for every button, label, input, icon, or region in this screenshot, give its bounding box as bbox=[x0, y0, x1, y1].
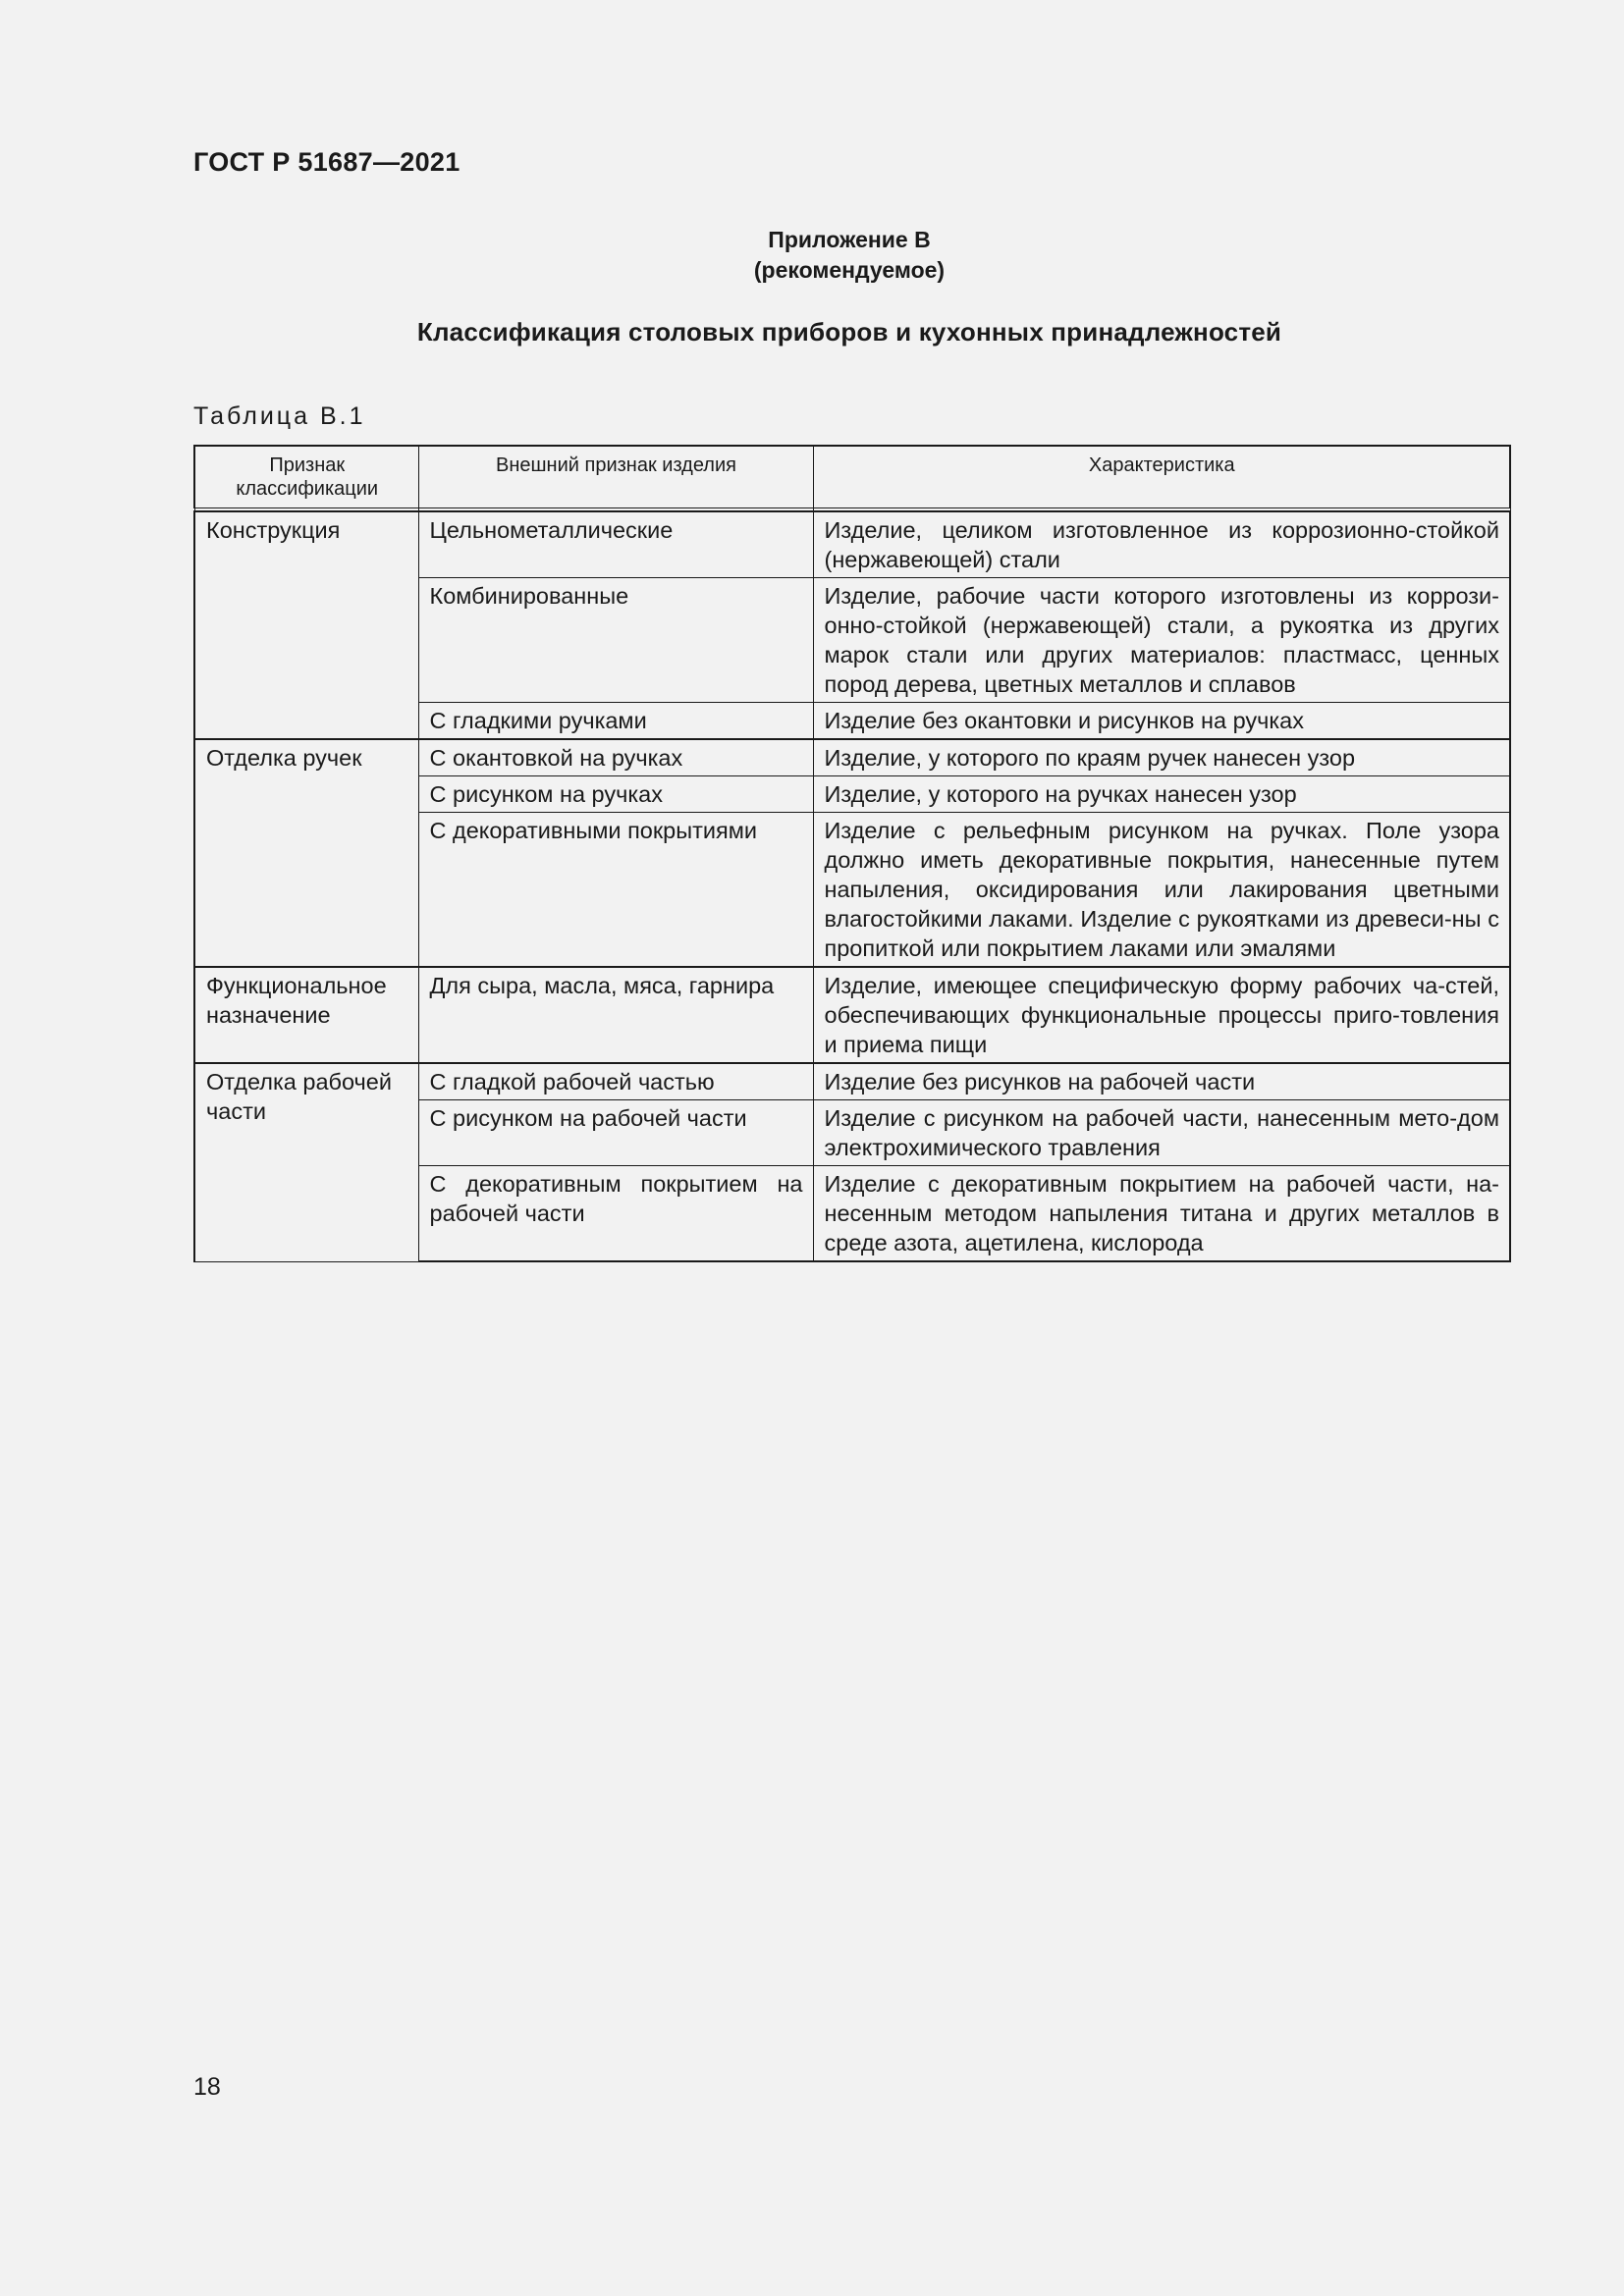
table-row bbox=[194, 511, 1510, 578]
document-title: Классификация столовых приборов и кухонных принадлежностей bbox=[416, 317, 1282, 347]
classification-table bbox=[193, 445, 1511, 1262]
feature-cell: С гладкими ручками bbox=[418, 703, 813, 740]
feature-cell: Комбинированные bbox=[418, 578, 813, 703]
header-classification: Признак классификации bbox=[194, 446, 418, 508]
feature-cell: С рисунком на ручках bbox=[418, 776, 813, 813]
description-cell: Изделие, имеющее специфическую форму рабочих ча-стей, обеспечивающих функциональные процессы приго-товления и приема пищи bbox=[813, 967, 1510, 1063]
table-row bbox=[194, 1063, 1510, 1100]
description-cell: Изделие, целиком изготовленное из коррозионно-стойкой (нержавеющей) стали bbox=[813, 511, 1510, 578]
feature-cell: Для сыра, масла, мяса, гарнира bbox=[418, 967, 813, 1063]
table-row bbox=[194, 967, 1510, 1063]
category-cell: Функциональное назначение bbox=[194, 967, 418, 1063]
description-cell: Изделие без рисунков на рабочей части bbox=[813, 1063, 1510, 1100]
appendix-heading bbox=[0, 225, 1624, 286]
description-cell: Изделие, у которого на ручках нанесен узор bbox=[813, 776, 1510, 813]
page-number: 18 bbox=[193, 2073, 221, 2101]
feature-cell: С рисунком на рабочей части bbox=[418, 1100, 813, 1166]
header-characteristic: Характеристика bbox=[813, 446, 1510, 508]
table-caption: Таблица В.1 bbox=[193, 402, 366, 430]
header-feature: Внешний признак изделия bbox=[418, 446, 813, 508]
description-cell: Изделие, рабочие части которого изготовлены из коррози-онно-стойкой (нержавеющей) стали, а рукоятка из других марок стали или других материалов: пластмасс, ценных пород дерева, цветных металлов и сплавов bbox=[813, 578, 1510, 703]
table-row bbox=[194, 739, 1510, 776]
category-cell: Отделка ручек bbox=[194, 739, 418, 967]
category-cell: Конструкция bbox=[194, 511, 418, 739]
description-cell: Изделие, у которого по краям ручек нанесен узор bbox=[813, 739, 1510, 776]
document-code: ГОСТ Р 51687—2021 bbox=[193, 147, 460, 177]
table-header-row bbox=[194, 446, 1510, 508]
category-cell: Отделка рабочей части bbox=[194, 1063, 418, 1261]
description-cell: Изделие с декоративным покрытием на рабочей части, на-несенным методом напыления титана и других металлов в среде азота, ацетилена, кислорода bbox=[813, 1166, 1510, 1262]
description-cell: Изделие с рисунком на рабочей части, нанесенным мето-дом электрохимического травления bbox=[813, 1100, 1510, 1166]
appendix-status: (рекомендуемое) bbox=[753, 257, 946, 283]
appendix-title: Приложение В bbox=[768, 227, 931, 252]
feature-cell: С гладкой рабочей частью bbox=[418, 1063, 813, 1100]
description-cell: Изделие без окантовки и рисунков на ручках bbox=[813, 703, 1510, 740]
feature-cell: С декоративными покрытиями bbox=[418, 813, 813, 968]
feature-cell: С декоративным покрытием на рабочей части bbox=[418, 1166, 813, 1262]
feature-cell: Цельнометаллические bbox=[418, 511, 813, 578]
feature-cell: С окантовкой на ручках bbox=[418, 739, 813, 776]
description-cell: Изделие с рельефным рисунком на ручках. Поле узора должно иметь декоративные покрытия, нанесенные путем напыления, оксидирования или лакирования цветными влагостойкими лаками. Изделие с рукоятками из древеси-ны с пропиткой или покрытием лаками или эмалями bbox=[813, 813, 1510, 968]
